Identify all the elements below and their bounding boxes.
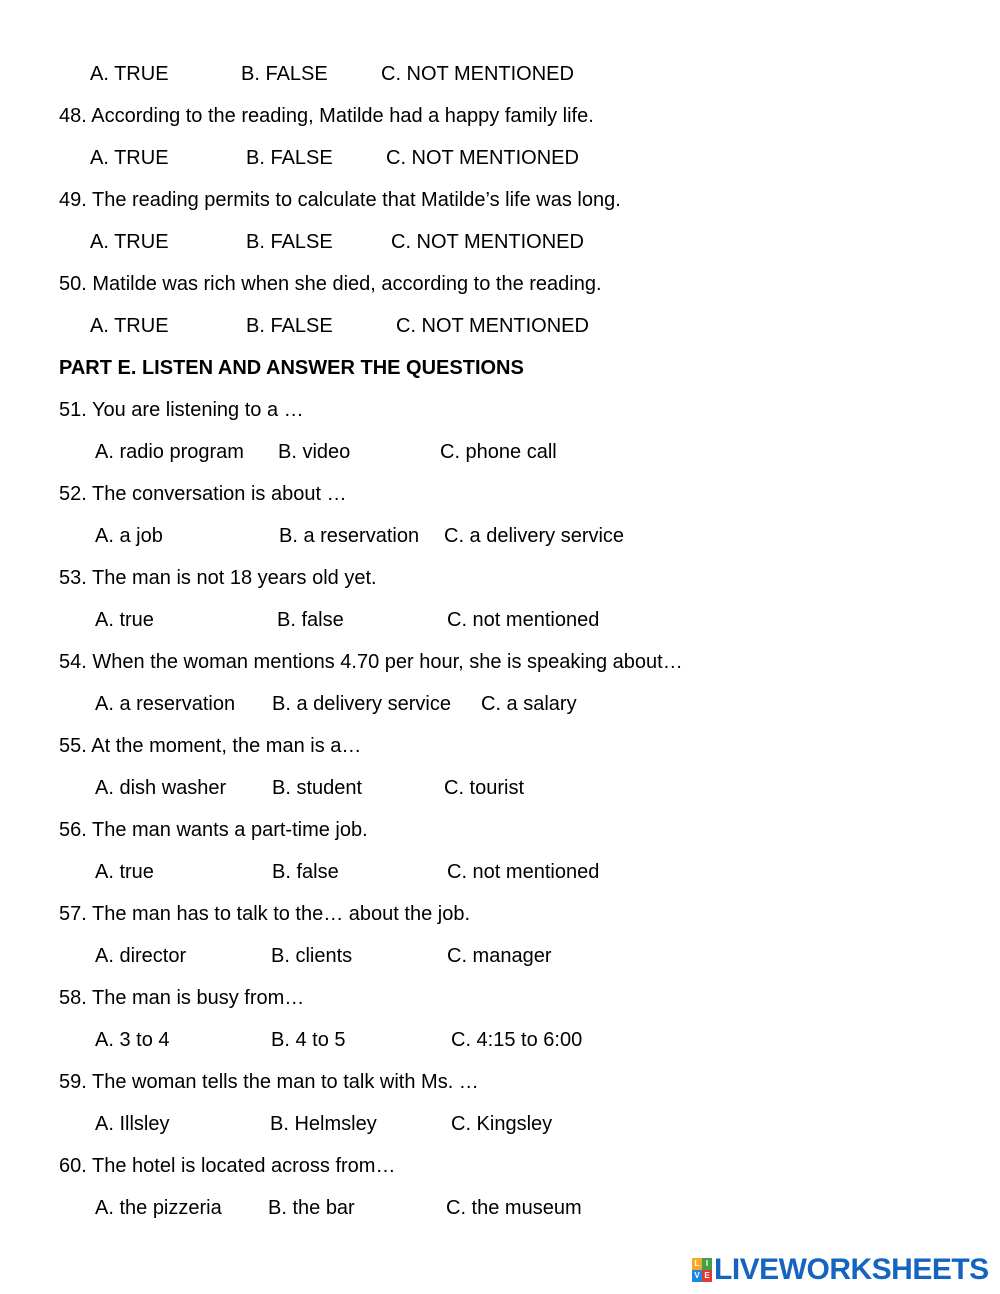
question-57: 57. The man has to talk to the… about the job.: [59, 903, 471, 925]
section-heading-part-e: PART E. LISTEN AND ANSWER THE QUESTIONS: [59, 357, 524, 379]
option-55-c[interactable]: C. tourist: [444, 777, 525, 799]
logo-mark-letter: L: [692, 1258, 702, 1270]
option-53-b[interactable]: B. false: [277, 609, 344, 631]
option-57-b[interactable]: B. clients: [271, 945, 353, 967]
option-47-b[interactable]: B. FALSE: [241, 63, 328, 85]
option-48-a[interactable]: A. TRUE: [90, 147, 169, 169]
logo-mark-letter: V: [692, 1270, 702, 1282]
logo-mark-letter: I: [702, 1258, 712, 1270]
question-58: 58. The man is busy from…: [59, 987, 305, 1009]
option-53-a[interactable]: A. true: [95, 609, 154, 631]
option-58-a[interactable]: A. 3 to 4: [95, 1029, 170, 1051]
option-51-b[interactable]: B. video: [278, 441, 351, 463]
question-59: 59. The woman tells the man to talk with Ms. …: [59, 1071, 479, 1093]
question-54: 54. When the woman mentions 4.70 per hour, she is speaking about…: [59, 651, 683, 673]
option-48-b[interactable]: B. FALSE: [246, 147, 333, 169]
liveworksheets-logo: [692, 1255, 989, 1285]
question-52: 52. The conversation is about …: [59, 483, 347, 505]
option-50-a[interactable]: A. TRUE: [90, 315, 169, 337]
option-52-a[interactable]: A. a job: [95, 525, 163, 547]
option-49-b[interactable]: B. FALSE: [246, 231, 333, 253]
option-57-a[interactable]: A. director: [95, 945, 187, 967]
option-54-a[interactable]: A. a reservation: [95, 693, 236, 715]
option-59-c[interactable]: C. Kingsley: [451, 1113, 553, 1135]
option-51-c[interactable]: C. phone call: [440, 441, 557, 463]
question-49: 49. The reading permits to calculate that Matilde’s life was long.: [59, 189, 621, 211]
option-52-c[interactable]: C. a delivery service: [444, 525, 625, 547]
option-49-a[interactable]: A. TRUE: [90, 231, 169, 253]
option-55-a[interactable]: A. dish washer: [95, 777, 227, 799]
question-51: 51. You are listening to a …: [59, 399, 304, 421]
question-50: 50. Matilde was rich when she died, according to the reading.: [59, 273, 602, 295]
option-56-b[interactable]: B. false: [272, 861, 339, 883]
option-55-b[interactable]: B. student: [272, 777, 363, 799]
option-47-c[interactable]: C. NOT MENTIONED: [381, 63, 574, 85]
option-58-b[interactable]: B. 4 to 5: [271, 1029, 346, 1051]
option-59-b[interactable]: B. Helmsley: [270, 1113, 377, 1135]
option-48-c[interactable]: C. NOT MENTIONED: [386, 147, 579, 169]
option-56-a[interactable]: A. true: [95, 861, 154, 883]
option-57-c[interactable]: C. manager: [447, 945, 552, 967]
option-54-c[interactable]: C. a salary: [481, 693, 577, 715]
option-47-a[interactable]: A. TRUE: [90, 63, 169, 85]
option-51-a[interactable]: A. radio program: [95, 441, 244, 463]
logo-text: LIVEWORKSHEETS: [714, 1253, 989, 1286]
option-56-c[interactable]: C. not mentioned: [447, 861, 600, 883]
option-59-a[interactable]: A. Illsley: [95, 1113, 170, 1135]
option-52-b[interactable]: B. a reservation: [279, 525, 420, 547]
option-50-b[interactable]: B. FALSE: [246, 315, 333, 337]
liveworksheets-logo-icon: [692, 1258, 712, 1282]
question-53: 53. The man is not 18 years old yet.: [59, 567, 377, 589]
question-60: 60. The hotel is located across from…: [59, 1155, 396, 1177]
option-53-c[interactable]: C. not mentioned: [447, 609, 600, 631]
question-55: 55. At the moment, the man is a…: [59, 735, 362, 757]
option-60-a[interactable]: A. the pizzeria: [95, 1197, 222, 1219]
option-60-b[interactable]: B. the bar: [268, 1197, 355, 1219]
question-56: 56. The man wants a part-time job.: [59, 819, 368, 841]
option-54-b[interactable]: B. a delivery service: [272, 693, 451, 715]
option-58-c[interactable]: C. 4:15 to 6:00: [451, 1029, 583, 1051]
question-48: 48. According to the reading, Matilde had a happy family life.: [59, 105, 594, 127]
option-60-c[interactable]: C. the museum: [446, 1197, 582, 1219]
option-49-c[interactable]: C. NOT MENTIONED: [391, 231, 584, 253]
logo-mark-letter: E: [702, 1270, 712, 1282]
option-50-c[interactable]: C. NOT MENTIONED: [396, 315, 589, 337]
